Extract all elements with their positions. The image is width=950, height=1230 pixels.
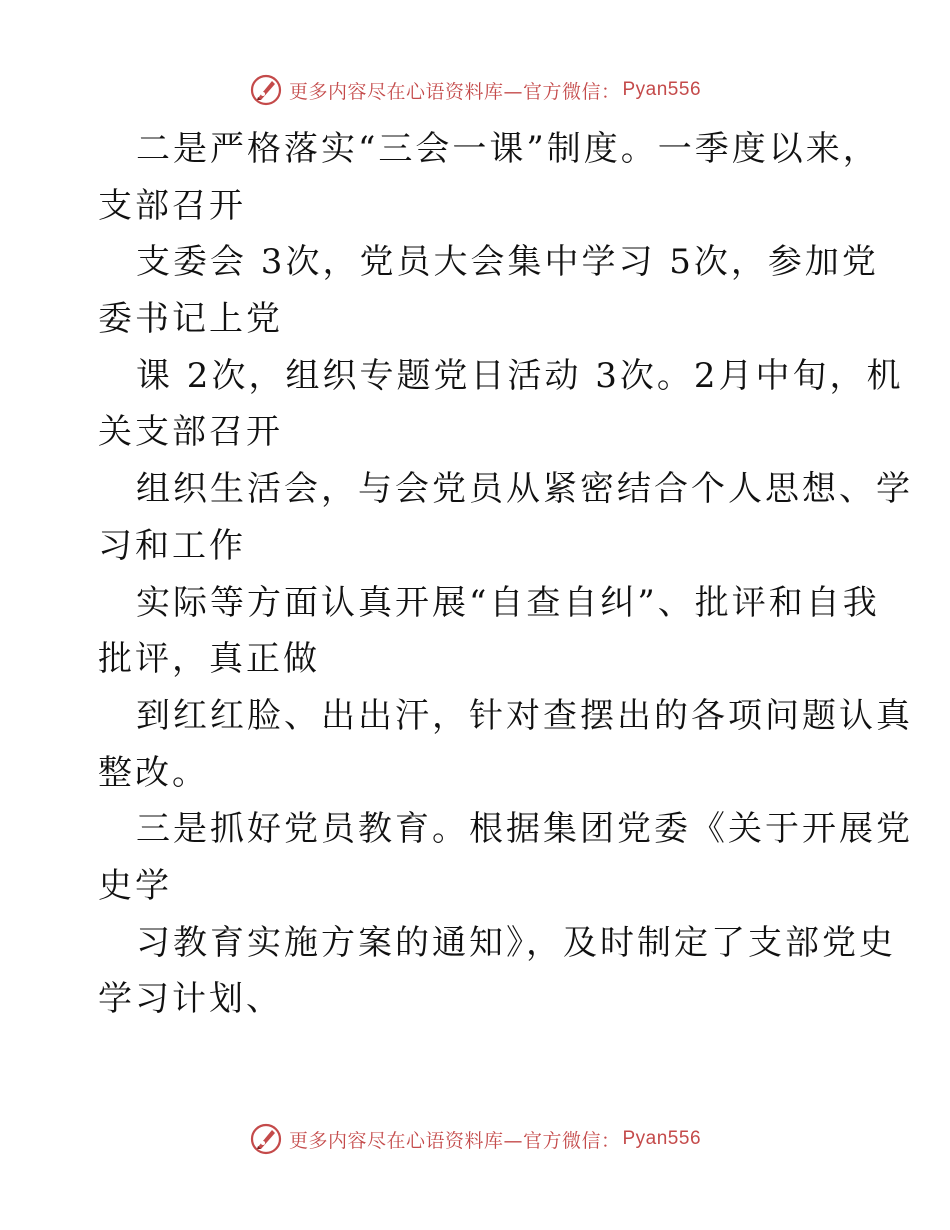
watermark-text: 更多内容尽在心语资料库—官方微信： (288, 80, 621, 103)
text-line: 批评，真正做 (98, 639, 320, 680)
watermark-text: 更多内容尽在心语资料库—官方微信： (288, 1129, 621, 1152)
text-line: 支委会 3次，党员大会集中学习 5次，参加党 (136, 242, 879, 283)
text-line: 支部召开 (98, 185, 246, 226)
text-line: 学习计划、 (98, 979, 283, 1020)
text-line: 二是严格落实“三会一课”制度。一季度以来， (136, 129, 880, 169)
header-watermark (0, 70, 950, 110)
footer-watermark (0, 1119, 950, 1159)
document-body (98, 121, 913, 1028)
watermark-handle: Pyan556 (622, 79, 702, 100)
text-line: 到红红脸、出出汗，针对查摆出的各项问题认真 (136, 695, 913, 736)
text-line: 整改。 (98, 752, 209, 793)
quill-logo-icon (249, 73, 283, 107)
text-line: 习和工作 (98, 525, 246, 566)
text-line: 三是抓好党员教育。根据集团党委《关于开展党 (136, 809, 913, 850)
text-line: 关支部召开 (98, 412, 283, 453)
text-line: 委书记上党 (98, 299, 283, 340)
text-line: 习教育实施方案的通知》，及时制定了支部党史 (136, 922, 896, 963)
text-line: 史学 (98, 865, 172, 906)
text-line: 课 2次，组织专题党日活动 3次。2月中旬，机 (136, 355, 904, 396)
text-line: 实际等方面认真开展“自查自纠”、批评和自我 (136, 582, 880, 623)
watermark-handle: Pyan556 (622, 1128, 702, 1149)
text-line: 组织生活会，与会党员从紧密结合个人思想、学 (136, 469, 913, 510)
quill-logo-icon (249, 1122, 283, 1156)
